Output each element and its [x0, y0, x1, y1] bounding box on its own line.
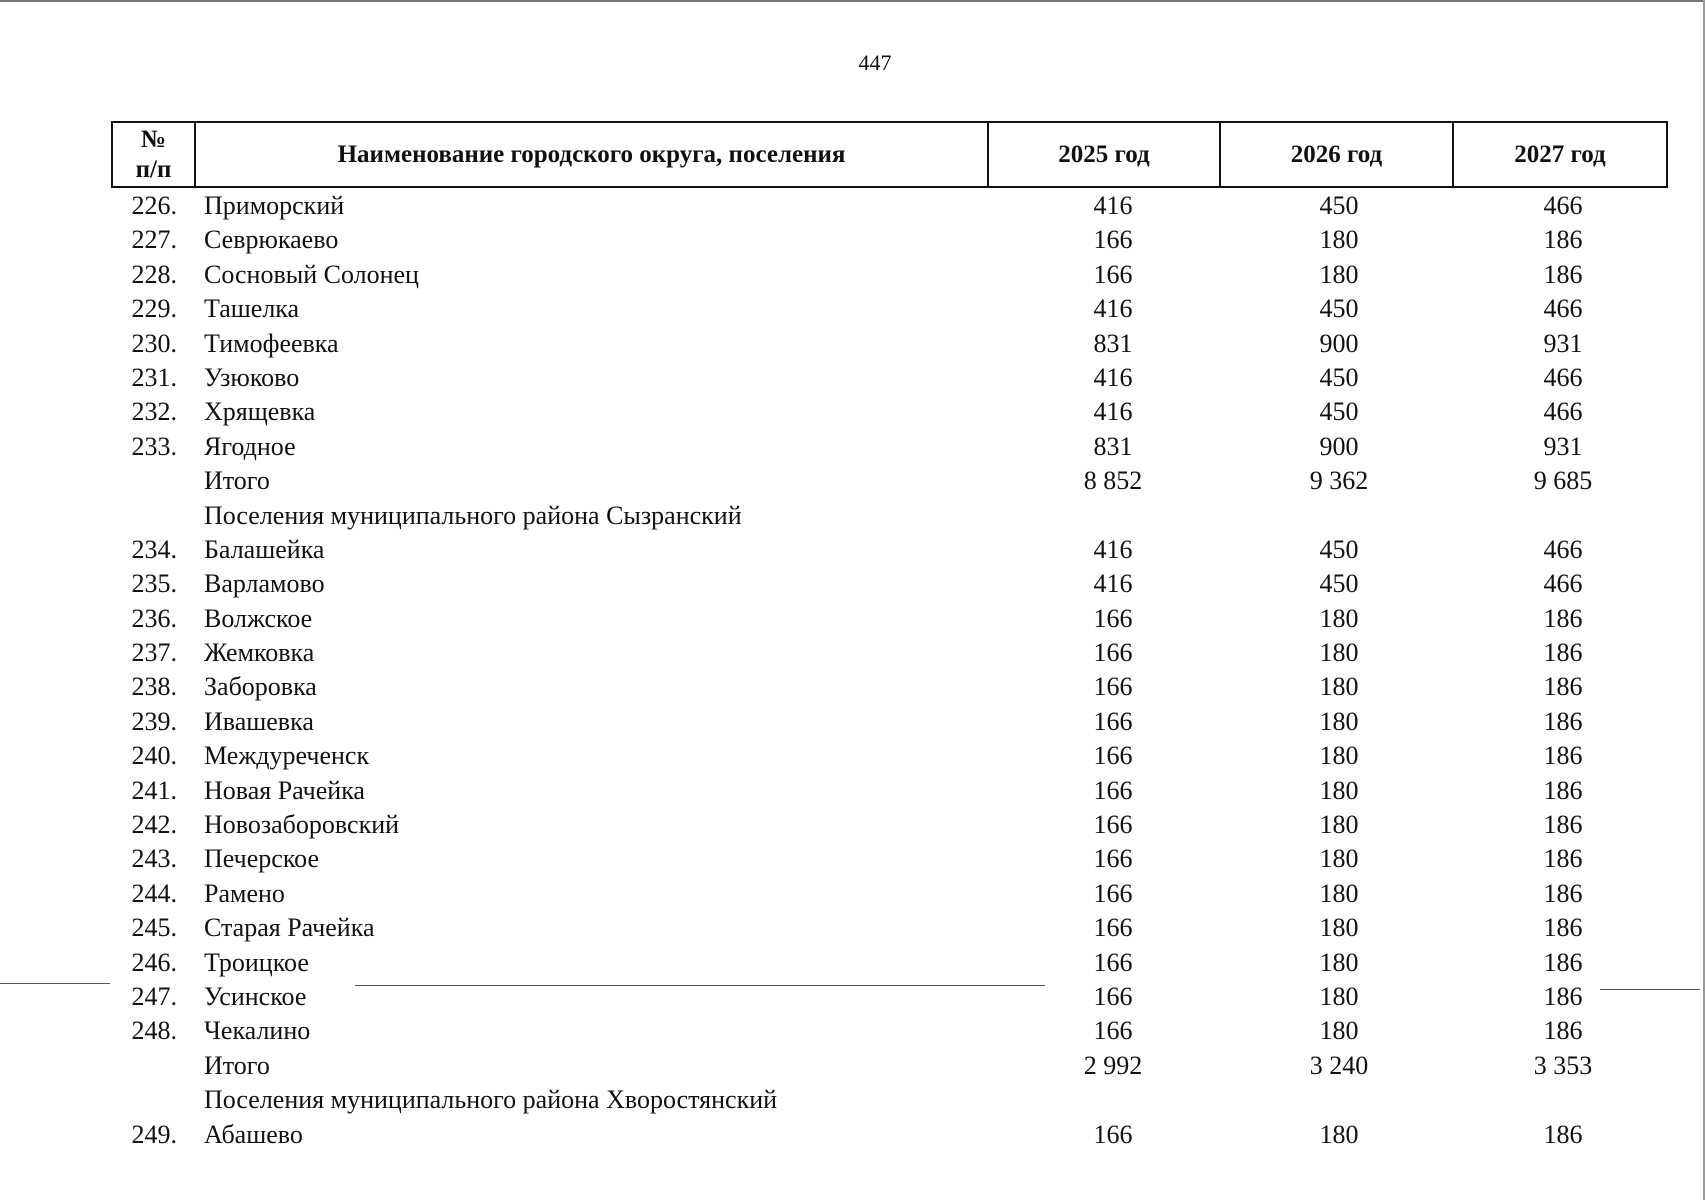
- header-name: Наименование городского округа, поселения: [196, 123, 989, 186]
- row-number: 242.: [131, 810, 177, 840]
- scan-artifact-line: [355, 985, 1045, 986]
- table-row: [111, 499, 1668, 533]
- row-value-2027: 186: [1543, 672, 1583, 702]
- scan-edge-top: [0, 0, 1705, 2]
- row-value-2025: 166: [1093, 603, 1133, 633]
- row-value-2025: 166: [1093, 775, 1133, 805]
- row-name: Поселения муниципального района Сызранский: [204, 500, 742, 530]
- row-value-2025: 166: [1093, 706, 1133, 736]
- row-value-2025: 416: [1093, 294, 1133, 324]
- row-value-2026: 900: [1319, 431, 1359, 461]
- row-name: Узюково: [204, 362, 300, 392]
- row-value-2027: 466: [1543, 534, 1583, 564]
- scan-artifact-line: [1600, 989, 1700, 990]
- table-row: [111, 774, 1668, 808]
- row-value-2026: 450: [1319, 397, 1359, 427]
- row-value-2026: 180: [1319, 810, 1359, 840]
- row-number: 238.: [131, 672, 177, 702]
- header-year-2027: 2027 год: [1514, 140, 1606, 168]
- row-value-2026: 180: [1319, 775, 1359, 805]
- row-value-2027: 186: [1543, 1119, 1583, 1149]
- row-value-2026: 450: [1319, 362, 1359, 392]
- row-name: Усинское: [204, 981, 307, 1011]
- row-name: Тимофеевка: [204, 328, 339, 358]
- row-value-2027: 186: [1543, 810, 1583, 840]
- row-number: 236.: [131, 603, 177, 633]
- row-name: Новая Рачейка: [204, 775, 365, 805]
- row-value-2026: 450: [1319, 569, 1359, 599]
- table-row: [111, 636, 1668, 670]
- row-value-2025: 166: [1093, 1016, 1133, 1046]
- table-row: [111, 258, 1668, 292]
- row-number: 228.: [131, 259, 177, 289]
- row-value-2026: 450: [1319, 534, 1359, 564]
- row-value-2027: 186: [1543, 775, 1583, 805]
- table-row: [111, 739, 1668, 773]
- header-number-symbol: №: [140, 125, 167, 153]
- row-value-2026: 180: [1319, 1119, 1359, 1149]
- row-value-2027: 466: [1543, 191, 1583, 220]
- row-number: 247.: [131, 981, 177, 1011]
- row-value-2026: 180: [1319, 225, 1359, 255]
- row-value-2026: 180: [1319, 706, 1359, 736]
- row-number: 244.: [131, 878, 177, 908]
- row-value-2025: 166: [1093, 913, 1133, 943]
- row-value-2026: 180: [1319, 603, 1359, 633]
- row-name: Итого: [204, 466, 270, 496]
- row-value-2026: 900: [1319, 328, 1359, 358]
- page-number: 447: [858, 50, 892, 75]
- row-name: Итого: [204, 1050, 270, 1080]
- row-value-2025: 166: [1093, 225, 1133, 255]
- row-value-2025: 831: [1093, 431, 1133, 461]
- header-number-abbr: п/п: [135, 155, 172, 183]
- table-row: [111, 533, 1668, 567]
- row-value-2027: 186: [1543, 706, 1583, 736]
- table-row: [111, 1083, 1668, 1117]
- row-value-2027: 186: [1543, 913, 1583, 943]
- row-value-2025: 416: [1093, 397, 1133, 427]
- row-name: Троицкое: [204, 947, 309, 977]
- row-name: Варламово: [204, 569, 325, 599]
- table-row: [111, 705, 1668, 739]
- row-name: Балашейка: [204, 534, 325, 564]
- row-value-2026: 450: [1319, 294, 1359, 324]
- table-row: [111, 670, 1668, 704]
- table-row: [111, 602, 1668, 636]
- table-row: [111, 223, 1668, 257]
- row-value-2027: 466: [1543, 397, 1583, 427]
- row-value-2027: 9 685: [1533, 466, 1593, 496]
- row-name: Ташелка: [204, 294, 300, 324]
- table-row: [111, 808, 1668, 842]
- row-value-2027: 466: [1543, 569, 1583, 599]
- row-name: Абашево: [204, 1119, 303, 1149]
- row-value-2025: 166: [1093, 1119, 1133, 1149]
- row-name: Волжское: [204, 603, 313, 633]
- row-value-2026: 180: [1319, 844, 1359, 874]
- row-value-2025: 166: [1093, 259, 1133, 289]
- row-name: Междуреченск: [204, 741, 370, 771]
- row-number: 237.: [131, 638, 177, 668]
- row-number: 239.: [131, 706, 177, 736]
- header-number: [113, 123, 196, 186]
- row-name: Печерское: [204, 844, 319, 874]
- table-row: [111, 1118, 1668, 1152]
- row-number: 233.: [131, 431, 177, 461]
- header-year-2025: 2025 год: [989, 123, 1221, 186]
- row-value-2025: 166: [1093, 638, 1133, 668]
- row-value-2027: 186: [1543, 1016, 1583, 1046]
- row-value-2026: 180: [1319, 913, 1359, 943]
- row-number: 229.: [131, 294, 177, 324]
- table-row: [111, 1049, 1668, 1083]
- scan-artifact-line: [0, 983, 110, 984]
- row-value-2027: 931: [1543, 328, 1583, 358]
- row-value-2026: 180: [1319, 638, 1359, 668]
- row-name: Приморский: [204, 191, 345, 220]
- table-row: [111, 567, 1668, 601]
- table-row: [111, 361, 1668, 395]
- row-number: 234.: [131, 534, 177, 564]
- row-value-2025: 416: [1093, 362, 1133, 392]
- row-name: Поселения муниципального района Хворостянский: [204, 1085, 778, 1115]
- row-value-2025: 166: [1093, 981, 1133, 1011]
- row-number: 246.: [131, 947, 177, 977]
- row-value-2025: 2 992: [1083, 1050, 1143, 1080]
- row-value-2027: 186: [1543, 603, 1583, 633]
- row-value-2027: 186: [1543, 225, 1583, 255]
- table-row: [111, 189, 1668, 223]
- row-value-2027: 466: [1543, 362, 1583, 392]
- row-name: Новозаборовский: [204, 810, 400, 840]
- table-row: [111, 430, 1668, 464]
- row-number: 249.: [131, 1119, 177, 1149]
- row-value-2026: 180: [1319, 1016, 1359, 1046]
- row-value-2026: 450: [1319, 191, 1359, 220]
- row-value-2027: 3 353: [1533, 1050, 1593, 1080]
- row-value-2025: 166: [1093, 878, 1133, 908]
- row-value-2025: 416: [1093, 191, 1133, 220]
- row-name: Чекалино: [204, 1016, 311, 1046]
- row-value-2026: 3 240: [1309, 1050, 1369, 1080]
- row-value-2027: 186: [1543, 638, 1583, 668]
- row-number: 245.: [131, 913, 177, 943]
- row-value-2027: 186: [1543, 844, 1583, 874]
- row-value-2025: 416: [1093, 569, 1133, 599]
- table-row: [111, 911, 1668, 945]
- table-row: [111, 464, 1668, 498]
- row-number: 232.: [131, 397, 177, 427]
- table-row: [111, 327, 1668, 361]
- row-name: Севрюкаево: [204, 225, 339, 255]
- row-value-2025: 166: [1093, 947, 1133, 977]
- row-value-2025: 8 852: [1083, 466, 1143, 496]
- row-value-2027: 466: [1543, 294, 1583, 324]
- row-value-2026: 180: [1319, 741, 1359, 771]
- row-value-2026: 180: [1319, 672, 1359, 702]
- row-name: Жемковка: [204, 638, 315, 668]
- table-row: [111, 395, 1668, 429]
- table-row: [111, 946, 1668, 980]
- row-value-2025: 166: [1093, 672, 1133, 702]
- row-number: 240.: [131, 741, 177, 771]
- row-value-2026: 180: [1319, 947, 1359, 977]
- row-name: Сосновый Солонец: [204, 259, 419, 289]
- row-name: Заборовка: [204, 672, 317, 702]
- table-row: [111, 842, 1668, 876]
- row-value-2026: 180: [1319, 981, 1359, 1011]
- row-value-2025: 416: [1093, 534, 1133, 564]
- header-year-2026: 2026 год: [1221, 123, 1454, 186]
- row-name: Хрящевка: [204, 397, 316, 427]
- row-number: 227.: [131, 225, 177, 255]
- row-value-2025: 166: [1093, 810, 1133, 840]
- row-value-2025: 831: [1093, 328, 1133, 358]
- row-value-2026: 9 362: [1309, 466, 1369, 496]
- table-header: [111, 121, 1668, 188]
- table-row: [111, 877, 1668, 911]
- row-value-2025: 166: [1093, 741, 1133, 771]
- row-number: 226.: [131, 191, 177, 220]
- table-row: [111, 1014, 1668, 1048]
- row-name: Старая Рачейка: [204, 913, 375, 943]
- row-name: Ягодное: [204, 431, 296, 461]
- row-value-2027: 186: [1543, 259, 1583, 289]
- row-number: 231.: [131, 362, 177, 392]
- row-number: 243.: [131, 844, 177, 874]
- row-value-2026: 180: [1319, 259, 1359, 289]
- row-value-2027: 186: [1543, 981, 1583, 1011]
- row-value-2025: 166: [1093, 844, 1133, 874]
- row-number: 248.: [131, 1016, 177, 1046]
- row-value-2027: 931: [1543, 431, 1583, 461]
- row-value-2026: 180: [1319, 878, 1359, 908]
- row-value-2027: 186: [1543, 947, 1583, 977]
- row-value-2027: 186: [1543, 741, 1583, 771]
- table-row: [111, 292, 1668, 326]
- row-number: 235.: [131, 569, 177, 599]
- row-name: Ивашевка: [204, 706, 314, 736]
- row-number: 230.: [131, 328, 177, 358]
- row-number: 241.: [131, 775, 177, 805]
- table-body: [111, 189, 1668, 1152]
- row-name: Рамено: [204, 878, 285, 908]
- row-value-2027: 186: [1543, 878, 1583, 908]
